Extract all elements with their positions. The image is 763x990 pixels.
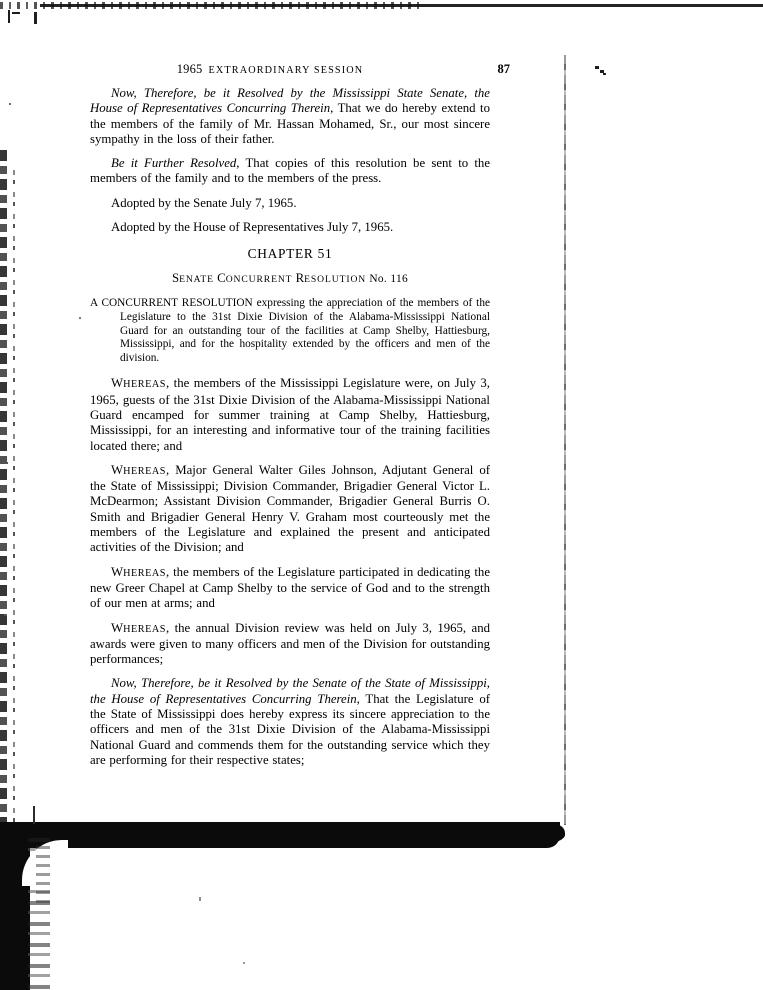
whereas-clause-1-text: , the members of the Mississippi Legislature were, on July 3, 1965, guests of the 31st Dixie Division of the Alabama-Mississippi National Guard encamped for summer training at Camp Shelby, Hattiesburg, Mississippi, for an interesting and informative tour of the training facilities located there; and [90,376,490,453]
whereas-clause-4-text: , the annual Division review was held on July 3, 1965, and awards were given to many officers and men of the Division for outstanding performances; [90,620,490,667]
resolve-senate-lead: Now, Therefore, [111,86,197,100]
whereas-clause-3 [90,565,490,612]
running-head-title [90,62,450,77]
resolve-senate-rest: That we do hereby extend to the members of the family of Mr. Hassan Mohamed, Sr., our most sincere sympathy in the loss of their father. [90,101,490,146]
line-adopted-house: Adopted by the House of Representatives July 7, 1965. [111,220,394,235]
whereas-clause-1 [90,376,490,453]
line-adopted-senate: Adopted by the Senate July 7, 1965. [111,195,297,210]
resolution-heading-concurrent: ONCURRENT [225,274,293,286]
resolution-heading-s: S [171,271,180,286]
resolution-heading-r: R [295,271,305,286]
whereas-clause-2 [90,463,490,556]
page-number: 87 [497,62,510,76]
resolve-senate-italic: be it Resolved by the Mississippi State Senate, the House of Representatives Concurring Therein, [90,86,490,116]
paragraph-further-resolved [90,156,490,187]
whereas-clause-4 [90,621,490,668]
synopsis-block [90,297,490,365]
resolution-heading-senate: ENATE [179,274,214,286]
whereas-label-rest: HEREAS [123,567,167,579]
further-resolved-rest: That copies of this resolution be sent to the members of the family and to the members of the press. [90,156,491,186]
whereas-label-cap: W [111,462,124,477]
further-resolved-lead: Be it Further Resolved, [111,156,240,171]
whereas-label-rest: HEREAS [123,623,167,635]
whereas-clause-2-text: , Major General Walter Giles Johnson, Adjutant General of the State of Mississippi; Division Commander, Brigadier General Victor L. McDearmon; Assistant Division Commander, Brigadier General Burris O. Smith and Brigadier General Henry V. Graham most courteously met the members of the Legislature and explained the present and anticipated activities of the Division; and [90,462,490,555]
page-text-block [90,86,490,777]
whereas-clause-3-text: , the members of the Legislature participated in dedicating the new Greer Chapel at Camp Shelby to the service of God and to the strength of our men at arms; and [90,564,490,611]
synopsis-lead: A CONCURRENT RESOLUTION [90,297,253,310]
chapter-heading: CHAPTER 51 [247,246,333,262]
running-head [90,62,510,80]
resolution-heading-c: C [217,271,226,286]
whereas-label-cap: W [111,564,124,579]
paragraph-resolve-senate [90,86,490,147]
resolution-heading-resolution: ESOLUTION [304,274,367,286]
whereas-label-cap: W [111,376,124,391]
synopsis-body: expressing the appreciation of the members of the Legislature to the 31st Dixie Division of the Alabama-Mississippi National Guard for an outstanding tour of the facilities at Camp Shelby, Hattiesburg, Mississippi, and for the hospitality extended by the officers and men of the division. [120,297,490,364]
whereas-label-rest: HEREAS [123,379,167,391]
final-resolution-roman: That the Legislature of the State of Mississippi does hereby express its sincere appreciation to the officers and men of the 31st Dixie Division of the Alabama-Mississippi National Guard and commends them for the outstanding service which they are performing for their respective states; [90,691,490,767]
whereas-label-cap: W [111,620,124,635]
running-head-session: EXTRAORDINARY SESSION [208,65,364,76]
whereas-label-rest: HEREAS [123,465,167,477]
resolution-heading-number: No. 116 [369,273,409,286]
final-resolution-italic: Now, Therefore, be it Resolved by the Senate of the State of Mississippi, the House of Representatives Concurring Therein, [90,676,490,706]
running-head-year: 1965 [176,62,203,76]
resolution-heading [90,271,490,286]
final-resolution-paragraph [90,676,490,768]
